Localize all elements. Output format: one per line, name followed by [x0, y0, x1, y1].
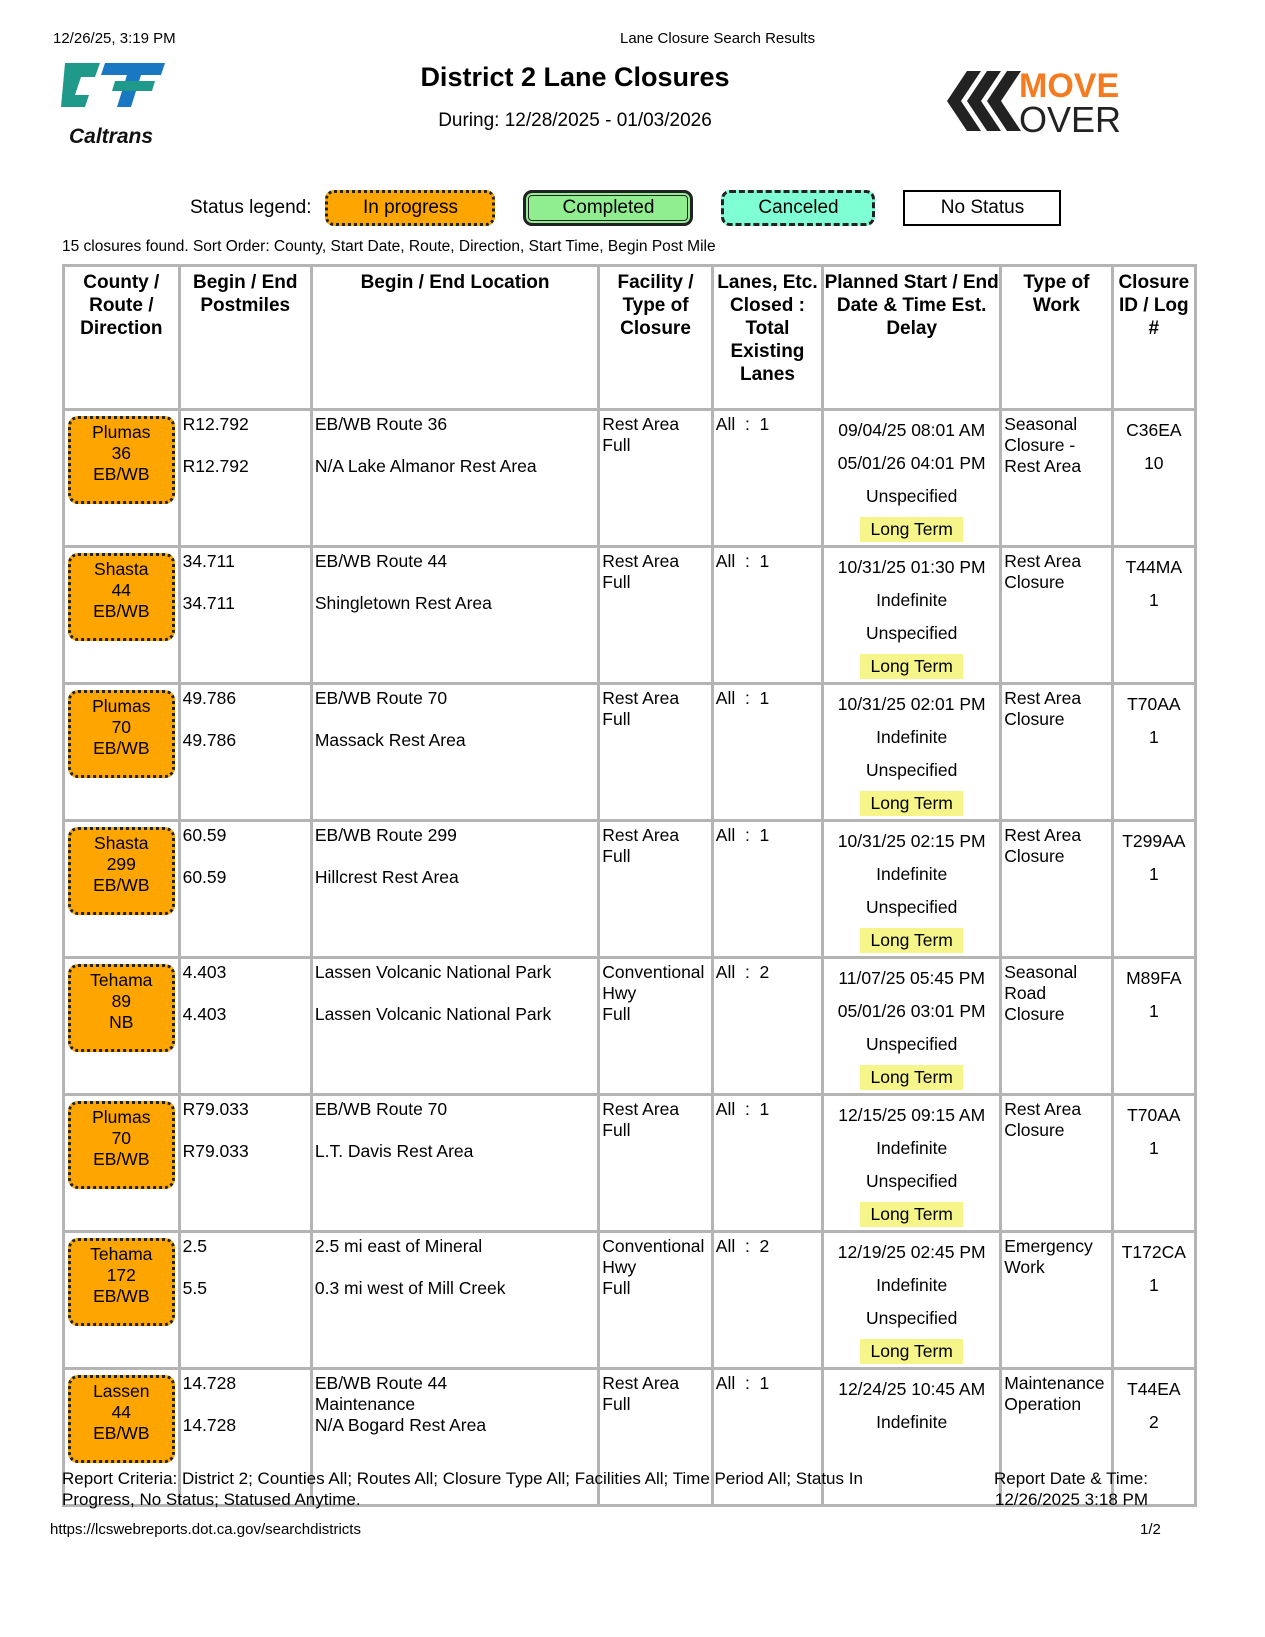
work-line: Closure -: [1004, 435, 1076, 455]
location-begin: EB/WB Route 70: [314, 688, 448, 708]
facility-line: Full: [602, 572, 631, 592]
col-postmiles: Begin / End Postmiles: [179, 266, 311, 410]
type-of-work-cell: [1001, 1232, 1112, 1369]
facility-cell: [599, 958, 713, 1095]
col-planned-dates: Planned Start / End Date & Time Est. Delay: [823, 266, 1001, 410]
est-delay: Unspecified: [865, 486, 958, 506]
report-criteria: Report Criteria: District 2; Counties All; Routes All; Closure Type All; Facilities All; Time Period All; Status In Progress, No Status; Statused Anytime.: [62, 1469, 863, 1509]
lanes-closed: All : 1: [715, 825, 770, 845]
work-line: Rest Area: [1004, 825, 1082, 845]
lanes-cell: [712, 684, 822, 821]
log-number: 2: [1148, 1412, 1159, 1432]
postmiles-cell: [179, 1232, 311, 1369]
work-line: Rest Area: [1004, 456, 1082, 476]
planned-end: Indefinite: [876, 1275, 948, 1295]
lanes-closed: All : 1: [715, 688, 770, 708]
planned-end: Indefinite: [876, 1412, 948, 1432]
planned-start: 12/15/25 09:15 AM: [838, 1105, 986, 1125]
status-badge-in-progress[interactable]: [68, 416, 175, 504]
move-over-logo: [945, 65, 1150, 137]
est-delay: Unspecified: [865, 897, 958, 917]
county-route-direction-cell: [64, 821, 180, 958]
county: Tehama: [90, 1244, 153, 1264]
lanes-closed: All : 1: [715, 1099, 770, 1119]
closure-row: [64, 1095, 1196, 1232]
location-note: Maintenance: [314, 1394, 416, 1414]
location-cell: [311, 547, 598, 684]
facility-line: Rest Area: [602, 1099, 680, 1119]
report-date: [960, 1468, 1148, 1510]
planned-dates-cell: [823, 958, 1001, 1095]
location-begin: EB/WB Route 44: [314, 551, 448, 571]
lanes-closed: All : 1: [715, 414, 770, 434]
route: 44: [111, 1402, 132, 1422]
est-delay: Unspecified: [865, 1034, 958, 1054]
print-page-title: Lane Closure Search Results: [620, 30, 816, 47]
closure-id-cell: [1112, 1232, 1195, 1369]
est-delay: Unspecified: [865, 1171, 958, 1191]
est-delay: Unspecified: [865, 623, 958, 643]
lanes-cell: [712, 1232, 822, 1369]
work-line: Operation: [1004, 1394, 1082, 1414]
work-line: Rest Area: [1004, 1099, 1082, 1119]
lanes-cell: [712, 547, 822, 684]
facility-line: Rest Area: [602, 1373, 680, 1393]
status-badge-in-progress[interactable]: [68, 827, 175, 915]
type-of-work-cell: [1001, 1095, 1112, 1232]
county: Tehama: [90, 970, 153, 990]
closure-id: T70AA: [1127, 1105, 1181, 1125]
route: 70: [111, 717, 132, 737]
direction: NB: [109, 1012, 134, 1032]
status-badge-in-progress[interactable]: [68, 964, 175, 1052]
location-begin: EB/WB Route 299: [314, 825, 457, 845]
type-of-work-cell: [1001, 958, 1112, 1095]
print-datetime: 12/26/25, 3:19 PM: [53, 30, 176, 47]
planned-start: 09/04/25 08:01 AM: [838, 420, 986, 440]
work-line: Emergency: [1004, 1236, 1093, 1256]
postmile-end: 60.59: [182, 867, 227, 887]
closure-id: T70AA: [1127, 694, 1181, 714]
planned-start: 11/07/25 05:45 PM: [838, 968, 985, 988]
location-cell: [311, 821, 598, 958]
closure-id-cell: [1112, 1095, 1195, 1232]
closure-id: M89FA: [1126, 968, 1182, 988]
closure-id: T44EA: [1127, 1379, 1181, 1399]
status-badge-in-progress[interactable]: [68, 690, 175, 778]
status-badge-in-progress[interactable]: [68, 1375, 175, 1463]
log-number: 1: [1148, 1138, 1159, 1158]
location-end: N/A Lake Almanor Rest Area: [314, 456, 537, 476]
direction: EB/WB: [93, 1286, 150, 1306]
facility-cell: [599, 1232, 713, 1369]
closure-id: C36EA: [1126, 420, 1182, 440]
facility-line: Rest Area: [602, 551, 680, 571]
long-term-badge: Long Term: [860, 791, 962, 816]
planned-end: Indefinite: [876, 727, 948, 747]
location-end: Lassen Volcanic National Park: [314, 1004, 552, 1024]
county: Plumas: [92, 1107, 151, 1127]
status-badge-in-progress[interactable]: [68, 1238, 175, 1326]
long-term-badge: Long Term: [860, 654, 962, 679]
location-begin: EB/WB Route 44: [314, 1373, 448, 1393]
long-term-badge: Long Term: [860, 1065, 962, 1090]
log-number: 1: [1148, 864, 1159, 884]
postmile-end: 14.728: [182, 1415, 237, 1435]
county-route-direction-cell: [64, 684, 180, 821]
facility-line: Full: [602, 1004, 631, 1024]
direction: EB/WB: [93, 738, 150, 758]
planned-end: 05/01/26 03:01 PM: [837, 1001, 986, 1021]
work-line: Seasonal: [1004, 962, 1078, 982]
type-of-work-cell: [1001, 684, 1112, 821]
col-type-of-work: Type of Work: [1001, 266, 1112, 410]
direction: EB/WB: [93, 601, 150, 621]
route: 299: [106, 854, 136, 874]
type-of-work-cell: [1001, 410, 1112, 547]
lanes-cell: [712, 1095, 822, 1232]
postmile-end: 5.5: [182, 1278, 207, 1298]
planned-start: 12/24/25 10:45 AM: [838, 1379, 986, 1399]
postmiles-cell: [179, 684, 311, 821]
postmiles-cell: [179, 410, 311, 547]
location-begin: Lassen Volcanic National Park: [314, 962, 552, 982]
county-route-direction-cell: [64, 1095, 180, 1232]
facility-line: Full: [602, 1394, 631, 1414]
work-line: Closure: [1004, 1120, 1065, 1140]
planned-dates-cell: [823, 684, 1001, 821]
closure-id-cell: [1112, 821, 1195, 958]
planned-end: Indefinite: [876, 1138, 948, 1158]
location-begin: EB/WB Route 70: [314, 1099, 448, 1119]
closure-row: [64, 547, 1196, 684]
log-number: 1: [1148, 727, 1159, 747]
lanes-cell: [712, 821, 822, 958]
postmile-begin: 60.59: [182, 825, 227, 845]
planned-dates-cell: [823, 1232, 1001, 1369]
work-line: Road: [1004, 983, 1047, 1003]
direction: EB/WB: [93, 1149, 150, 1169]
facility-line: Hwy: [602, 983, 637, 1003]
type-of-work-cell: [1001, 547, 1112, 684]
type-of-work-cell: [1001, 821, 1112, 958]
closures-table: [62, 264, 1197, 1507]
location-cell: [311, 1095, 598, 1232]
report-date-label: Report Date & Time:: [993, 1469, 1148, 1488]
route: 36: [111, 443, 132, 463]
postmiles-cell: [179, 1095, 311, 1232]
long-term-badge: Long Term: [860, 1339, 962, 1364]
location-cell: [311, 1232, 598, 1369]
closure-row: [64, 410, 1196, 547]
log-number: 10: [1144, 453, 1164, 473]
location-begin: 2.5 mi east of Mineral: [314, 1236, 483, 1256]
facility-line: Full: [602, 435, 631, 455]
work-line: Work: [1004, 1257, 1045, 1277]
direction: EB/WB: [93, 464, 150, 484]
planned-start: 10/31/25 01:30 PM: [837, 557, 986, 577]
postmile-end: R79.033: [182, 1141, 249, 1161]
legend-canceled: Canceled: [721, 190, 875, 226]
closure-row: [64, 821, 1196, 958]
work-line: Closure: [1004, 572, 1065, 592]
closure-id: T299AA: [1122, 831, 1186, 851]
footer-url[interactable]: https://lcswebreports.dot.ca.gov/searchdistricts: [50, 1521, 361, 1538]
status-legend: [190, 187, 1061, 229]
location-end: 0.3 mi west of Mill Creek: [314, 1278, 506, 1298]
table-header-row: [64, 266, 1196, 410]
closure-id-cell: [1112, 684, 1195, 821]
col-location: Begin / End Location: [311, 266, 598, 410]
lanes-closed: All : 1: [715, 551, 770, 571]
status-badge-in-progress[interactable]: [68, 553, 175, 641]
postmiles-cell: [179, 958, 311, 1095]
legend-no-status: No Status: [903, 190, 1061, 226]
postmile-begin: 14.728: [182, 1373, 237, 1393]
postmile-end: 4.403: [182, 1004, 227, 1024]
planned-end: Indefinite: [876, 864, 948, 884]
postmile-begin: R12.792: [182, 414, 249, 434]
work-line: Rest Area: [1004, 551, 1082, 571]
est-delay: Unspecified: [865, 1308, 958, 1328]
closure-row: [64, 958, 1196, 1095]
lanes-closed: All : 2: [715, 962, 770, 982]
location-begin: EB/WB Route 36: [314, 414, 448, 434]
status-badge-in-progress[interactable]: [68, 1101, 175, 1189]
report-date-value: 12/26/2025 3:18 PM: [994, 1490, 1148, 1509]
planned-dates-cell: [823, 547, 1001, 684]
legend-in-progress: In progress: [325, 190, 495, 226]
closure-id-cell: [1112, 410, 1195, 547]
postmile-begin: R79.033: [182, 1099, 249, 1119]
results-summary: 15 closures found. Sort Order: County, Start Date, Route, Direction, Start Time, Begin Post Mile: [62, 238, 716, 255]
closure-id: T172CA: [1121, 1242, 1186, 1262]
facility-cell: [599, 410, 713, 547]
work-line: Seasonal: [1004, 414, 1078, 434]
postmile-begin: 34.711: [182, 551, 235, 571]
location-end: Hillcrest Rest Area: [314, 867, 459, 887]
lanes-cell: [712, 958, 822, 1095]
facility-line: Conventional: [602, 962, 705, 982]
route: 44: [111, 580, 132, 600]
closure-id-cell: [1112, 958, 1195, 1095]
closure-row: [64, 1232, 1196, 1369]
county-route-direction-cell: [64, 547, 180, 684]
long-term-badge: Long Term: [860, 928, 962, 953]
postmiles-cell: [179, 821, 311, 958]
postmiles-cell: [179, 547, 311, 684]
report-title: District 2 Lane Closures: [420, 62, 730, 92]
est-delay: Unspecified: [865, 760, 958, 780]
report-period: During: 12/28/2025 - 01/03/2026: [438, 110, 712, 131]
moveover-bottom-text: OVER: [1019, 99, 1122, 137]
postmile-end: R12.792: [182, 456, 249, 476]
work-line: Rest Area: [1004, 688, 1082, 708]
facility-cell: [599, 821, 713, 958]
planned-start: 10/31/25 02:01 PM: [837, 694, 986, 714]
lanes-closed: All : 1: [715, 1373, 770, 1393]
planned-end: Indefinite: [876, 590, 948, 610]
county-route-direction-cell: [64, 958, 180, 1095]
work-line: Closure: [1004, 709, 1065, 729]
closure-id: T44MA: [1125, 557, 1183, 577]
postmile-end: 49.786: [182, 730, 237, 750]
route: 89: [111, 991, 132, 1011]
caltrans-wordmark: Caltrans: [69, 125, 154, 148]
col-county-route-direction: County / Route / Direction: [64, 266, 180, 410]
long-term-badge: Long Term: [860, 1202, 962, 1227]
location-end: Massack Rest Area: [314, 730, 466, 750]
county: Shasta: [94, 559, 149, 579]
county: Plumas: [92, 696, 151, 716]
postmile-begin: 2.5: [182, 1236, 207, 1256]
facility-line: Rest Area: [602, 414, 680, 434]
page-number: 1/2: [1140, 1521, 1161, 1538]
route: 172: [106, 1265, 136, 1285]
planned-dates-cell: [823, 821, 1001, 958]
lanes-closed: All : 2: [715, 1236, 770, 1256]
route: 70: [111, 1128, 132, 1148]
log-number: 1: [1148, 1275, 1159, 1295]
location-end: N/A Bogard Rest Area: [314, 1415, 487, 1435]
planned-dates-cell: [823, 1095, 1001, 1232]
closure-id-cell: [1112, 547, 1195, 684]
planned-dates-cell: [823, 410, 1001, 547]
facility-line: Hwy: [602, 1257, 637, 1277]
facility-cell: [599, 1095, 713, 1232]
location-cell: [311, 410, 598, 547]
facility-line: Rest Area: [602, 825, 680, 845]
col-facility: Facility / Type of Closure: [599, 266, 713, 410]
county: Plumas: [92, 422, 151, 442]
log-number: 1: [1148, 590, 1159, 610]
county-route-direction-cell: [64, 410, 180, 547]
location-end: Shingletown Rest Area: [314, 593, 492, 613]
location-cell: [311, 684, 598, 821]
planned-end: 05/01/26 04:01 PM: [837, 453, 986, 473]
long-term-badge: Long Term: [860, 517, 962, 542]
work-line: Closure: [1004, 1004, 1065, 1024]
facility-cell: [599, 547, 713, 684]
county-route-direction-cell: [64, 1232, 180, 1369]
col-closure-id: Closure ID / Log #: [1112, 266, 1195, 410]
facility-line: Full: [602, 1278, 631, 1298]
col-lanes: Lanes, Etc. Closed : Total Existing Lanes: [712, 266, 822, 410]
facility-line: Full: [602, 846, 631, 866]
county: Shasta: [94, 833, 149, 853]
work-line: Maintenance: [1004, 1373, 1105, 1393]
facility-line: Full: [602, 709, 631, 729]
facility-line: Rest Area: [602, 688, 680, 708]
moveover-top-text: MOVE: [1019, 67, 1120, 105]
planned-start: 12/19/25 02:45 PM: [837, 1242, 986, 1262]
legend-label: Status legend:: [190, 197, 312, 218]
county: Lassen: [93, 1381, 150, 1401]
legend-completed: Completed: [523, 190, 693, 226]
postmile-begin: 49.786: [182, 688, 237, 708]
facility-line: Full: [602, 1120, 631, 1140]
location-end: L.T. Davis Rest Area: [314, 1141, 474, 1161]
log-number: 1: [1148, 1001, 1159, 1021]
closure-row: [64, 684, 1196, 821]
postmile-begin: 4.403: [182, 962, 227, 982]
direction: EB/WB: [93, 875, 150, 895]
postmile-end: 34.711: [182, 593, 235, 613]
facility-cell: [599, 684, 713, 821]
lanes-cell: [712, 410, 822, 547]
planned-start: 10/31/25 02:15 PM: [837, 831, 986, 851]
work-line: Closure: [1004, 846, 1065, 866]
direction: EB/WB: [93, 1423, 150, 1443]
facility-line: Conventional: [602, 1236, 705, 1256]
location-cell: [311, 958, 598, 1095]
